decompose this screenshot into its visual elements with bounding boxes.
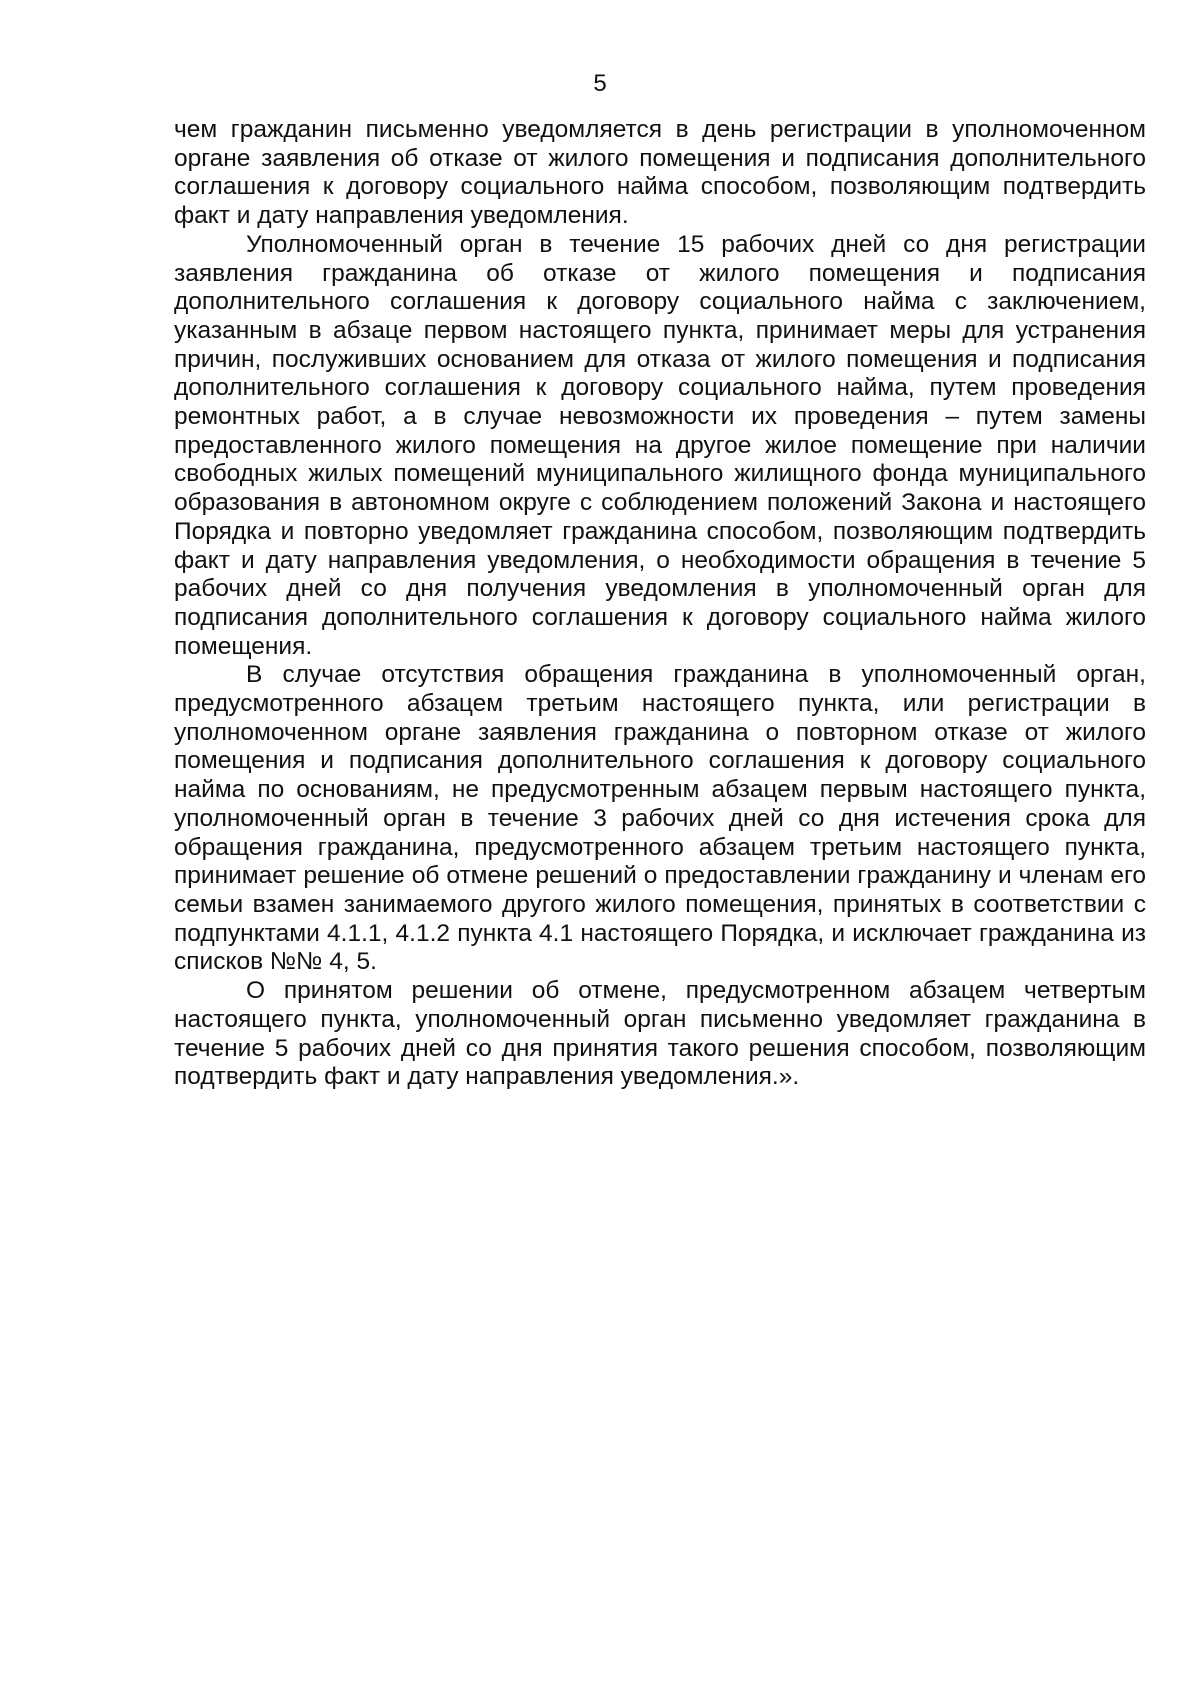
paragraph-notification: О принятом решении об отмене, предусмотренном абзацем четвертым настоящего пункта, уполномоченный орган письменно уведомляет гражданина в течение 5 рабочих дней со дня принятия такого решения способом, позволяющим подтвердить факт и дату направления уведомления.». (174, 977, 1146, 1091)
page-number: 5 (593, 70, 607, 97)
document-body (174, 116, 1146, 1092)
paragraph-cancellation: В случае отсутствия обращения гражданина в уполномоченный орган, предусмотренного абзацем третьим настоящего пункта, или регистрации в уполномоченном органе заявления гражданина о повторном отказе от жилого помещения и подписания дополнительного соглашения к договору социального найма по основаниям, не предусмотренным абзацем первым настоящего пункта, уполномоченный орган в течение 3 рабочих дней со дня истечения срока для обращения гражданина, предусмотренного абзацем третьим настоящего пункта, принимает решение об отмене решений о предоставлении гражданину и членам его семьи взамен занимаемого другого жилого помещения, принятых в соответствии с подпунктами 4.1.1, 4.1.2 пункта 4.1 настоящего Порядка, и исключает гражданина из списков №№ 4, 5. (174, 661, 1146, 976)
paragraph-measures: Уполномоченный орган в течение 15 рабочих дней со дня регистрации заявления гражданина об отказе от жилого помещения и подписания дополнительного соглашения к договору социального найма с заключением, указанным в абзаце первом настоящего пункта, принимает меры для устранения причин, послуживших основанием для отказа от жилого помещения и подписания дополнительного соглашения к договору социального найма, путем проведения ремонтных работ, а в случае невозможности их проведения – путем замены предоставленного жилого помещения на другое жилое помещение при наличии свободных жилых помещений муниципального жилищного фонда муниципального образования в автономном округе с соблюдением положений Закона и настоящего Порядка и повторно уведомляет гражданина способом, позволяющим подтвердить факт и дату направления уведомления, о необходимости обращения в течение 5 рабочих дней со дня получения уведомления в уполномоченный орган для подписания дополнительного соглашения к договору социального найма жилого помещения. (174, 230, 1146, 660)
paragraph-continuation: чем гражданин письменно уведомляется в день регистрации в уполномоченном органе заявления об отказе от жилого помещения и подписания дополнительного соглашения к договору социального найма способом, позволяющим подтвердить факт и дату направления уведомления. (174, 116, 1146, 230)
